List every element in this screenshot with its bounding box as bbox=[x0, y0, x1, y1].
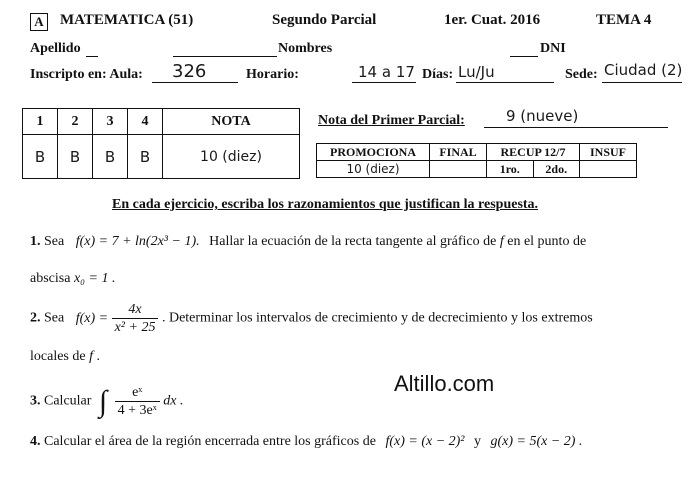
exercise-1-text2: en el punto de bbox=[507, 234, 587, 249]
exercise-4 bbox=[30, 434, 582, 450]
sede-value: Ciudad (2) bbox=[604, 61, 683, 79]
exercise-2-lead: Sea bbox=[44, 310, 65, 326]
exercise-2-fraction: $\frac{4x}{\text{x² + 25}}$ bbox=[112, 301, 159, 336]
exercise-1-text: Hallar la ecuación de la recta tangente al gráfico de bbox=[209, 234, 497, 249]
exercise-2-number: 2. bbox=[30, 310, 41, 326]
grades-header-2: 2 bbox=[58, 109, 93, 135]
apellido-line-2 bbox=[173, 56, 277, 57]
exercise-1-formula: f(x) = 7 + ln(2x³ − 1). bbox=[75, 234, 200, 249]
term: 1er. Cuat. 2016 bbox=[444, 12, 541, 28]
horario-value: 14 a 17 bbox=[358, 63, 415, 81]
exercise-1-number: 1. bbox=[30, 234, 41, 249]
exercise-4-text: Calcular el área de la región encerrada entre los gráficos de bbox=[44, 434, 376, 449]
course-title: MATEMATICA (51) bbox=[60, 12, 194, 28]
exercise-3 bbox=[30, 384, 184, 419]
status-header-final: FINAL bbox=[430, 144, 487, 161]
exercise-4-f: f(x) = (x − 2)² bbox=[385, 434, 465, 449]
sede-line bbox=[602, 82, 682, 83]
exercise-3-fraction: $\frac{\text{eˣ}}{\text{4 + 3eˣ}}$ bbox=[115, 384, 160, 419]
first-partial-line bbox=[484, 127, 668, 128]
dias-label: Días: bbox=[422, 67, 454, 82]
status-table bbox=[316, 143, 637, 178]
grades-table bbox=[22, 108, 300, 179]
nombres-line bbox=[510, 56, 538, 57]
exercise-1-lead: Sea bbox=[44, 234, 65, 249]
tema-number: TEMA 4 bbox=[596, 12, 652, 28]
grade-1: B bbox=[23, 135, 58, 179]
nombres-label: Nombres bbox=[278, 41, 333, 56]
watermark: Altillo.com bbox=[394, 371, 495, 396]
first-partial-value: 9 (nueve) bbox=[506, 107, 579, 125]
exercise-4-number: 4. bbox=[30, 434, 41, 449]
instructions: En cada ejercicio, escriba los razonamientos que justifican la respuesta. bbox=[112, 197, 539, 212]
exercise-1-x0: x₀ = 1 . bbox=[73, 271, 116, 286]
grade-4: B bbox=[128, 135, 163, 179]
first-partial-label: Nota del Primer Parcial: bbox=[318, 113, 465, 128]
aula-value: 326 bbox=[172, 61, 207, 82]
exercise-1-abscisa: abscisa bbox=[30, 271, 71, 286]
integral-sign: ∫ bbox=[98, 384, 108, 418]
exercise-1: 1. Sea f(x) = 7 + ln(2x³ − 1). Hallar la ecuación de la recta tangente al gráfico de f en el punto de bbox=[30, 234, 587, 249]
dni-label: DNI bbox=[540, 41, 566, 56]
grades-header-nota: NOTA bbox=[163, 109, 300, 135]
grades-header-3: 3 bbox=[93, 109, 128, 135]
exercise-4-g: g(x) = 5(x − 2) . bbox=[490, 434, 583, 449]
status-header-insuf: INSUF bbox=[580, 144, 637, 161]
exercise-3-dx: dx . bbox=[163, 393, 184, 409]
horario-line bbox=[352, 82, 416, 83]
exercise-2-fx: f(x) = bbox=[75, 310, 109, 326]
dias-line bbox=[456, 82, 554, 83]
exercise-1-line2 bbox=[30, 271, 115, 287]
tema-letter-box: A bbox=[30, 13, 48, 31]
status-insuf-value bbox=[580, 161, 637, 178]
grade-3: B bbox=[93, 135, 128, 179]
grade-2: B bbox=[58, 135, 93, 179]
sede-label: Sede: bbox=[565, 67, 598, 82]
exercise-2 bbox=[30, 301, 593, 336]
dias-value: Lu/Ju bbox=[458, 63, 495, 81]
status-promociona-value: 10 (diez) bbox=[317, 161, 430, 178]
recup-1ro: 1ro. bbox=[487, 161, 534, 178]
horario-label: Horario: bbox=[246, 67, 299, 82]
grades-header-4: 4 bbox=[128, 109, 163, 135]
exercise-2-locales: locales de bbox=[30, 349, 86, 364]
exercise-3-number: 3. bbox=[30, 393, 41, 409]
apellido-line bbox=[86, 56, 98, 57]
exam-name: Segundo Parcial bbox=[272, 12, 377, 28]
recup-2do: 2do. bbox=[533, 161, 580, 178]
grade-nota: 10 (diez) bbox=[163, 135, 300, 179]
exercise-4-y: y bbox=[474, 434, 481, 449]
grades-header-1: 1 bbox=[23, 109, 58, 135]
inscripto-label: Inscripto en: Aula: bbox=[30, 67, 143, 82]
exercise-2-text: . Determinar los intervalos de crecimiento y de decrecimiento y los extremos bbox=[161, 310, 593, 326]
aula-line bbox=[152, 82, 238, 83]
status-final-value bbox=[430, 161, 487, 178]
apellido-label: Apellido bbox=[30, 41, 81, 56]
exercise-2-line2: locales de f . bbox=[30, 349, 100, 364]
status-header-promociona: PROMOCIONA bbox=[317, 144, 430, 161]
exercise-3-lead: Calcular bbox=[44, 393, 92, 409]
status-header-recup: RECUP 12/7 bbox=[487, 144, 580, 161]
